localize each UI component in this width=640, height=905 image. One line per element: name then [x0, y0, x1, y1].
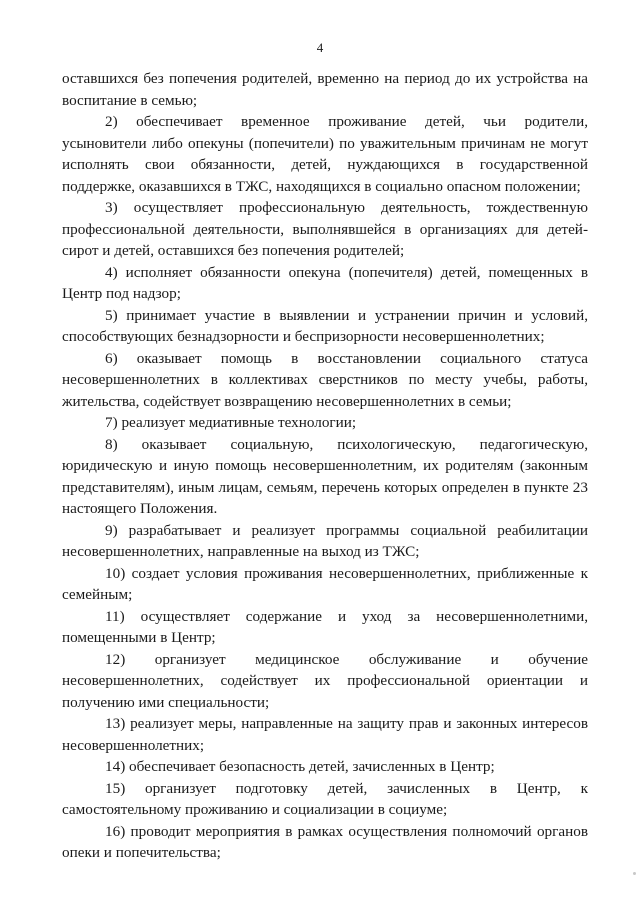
- list-item-11: 11) осуществляет содержание и уход за несовершеннолетними, помещенными в Центр;: [62, 607, 588, 646]
- list-item-5: 5) принимает участие в выявлении и устранении причин и условий, способствующих безнадзорности и беспризорности несовершеннолетних;: [62, 306, 588, 345]
- list-item-8: 8) оказывает социальную, психологическую, педагогическую, юридическую и иную помощь несовершеннолетним, их родителям (законным представителям), иным лицам, семьям, перечень которых определен в пункте 23 настоящего Положения.: [62, 435, 588, 517]
- document-body: [62, 68, 588, 864]
- list-item-10: 10) создает условия проживания несовершеннолетних, приближенные к семейным;: [62, 564, 588, 603]
- list-item-3: 3) осуществляет профессиональную деятельность, тождественную профессиональной деятельности, выполнявшейся в организациях для детей-сирот и детей, оставшихся без попечения родителей;: [62, 199, 588, 259]
- scan-speck: [633, 872, 636, 875]
- list-item-7: 7) реализует медиативные технологии;: [105, 414, 357, 431]
- list-item-4: 4) исполняет обязанности опекуна (попечителя) детей, помещенных в Центр под надзор;: [62, 263, 588, 302]
- list-item-9: 9) разрабатывает и реализует программы социальной реабилитации несовершеннолетних, направленные на выход из ТЖС;: [62, 521, 588, 560]
- list-item-6: 6) оказывает помощь в восстановлении социального статуса несовершеннолетних в коллективах сверстников по месту учебы, работы, жительства, содействует возвращению несовершеннолетних в семьи;: [62, 349, 588, 410]
- list-item-15: 15) организует подготовку детей, зачисленных в Центр, к самостоятельному проживанию и социализации в социуме;: [62, 779, 588, 818]
- list-item-13: 13) реализует меры, направленные на защиту прав и законных интересов несовершеннолетних;: [62, 715, 588, 754]
- list-item-12: 12) организует медицинское обслуживание и обучение несовершеннолетних, содействует их профессиональной ориентации и получению ими специальности;: [62, 650, 588, 711]
- paragraph-continuation: оставшихся без попечения родителей, временно на период до их устройства на воспитание в семью;: [62, 70, 588, 109]
- list-item-16: 16) проводит мероприятия в рамках осуществления полномочий органов опеки и попечительства;: [62, 822, 588, 861]
- page-number: 4: [316, 40, 324, 55]
- list-item-14: 14) обеспечивает безопасность детей, зачисленных в Центр;: [105, 758, 495, 775]
- list-item-2: 2) обеспечивает временное проживание детей, чьи родители, усыновители либо опекуны (попечители) по уважительным причинам не могут исполнять свои обязанности, детей, нуждающихся в государственной поддержке, оказавшихся в ТЖС, находящихся в социально опасном положении;: [62, 113, 588, 195]
